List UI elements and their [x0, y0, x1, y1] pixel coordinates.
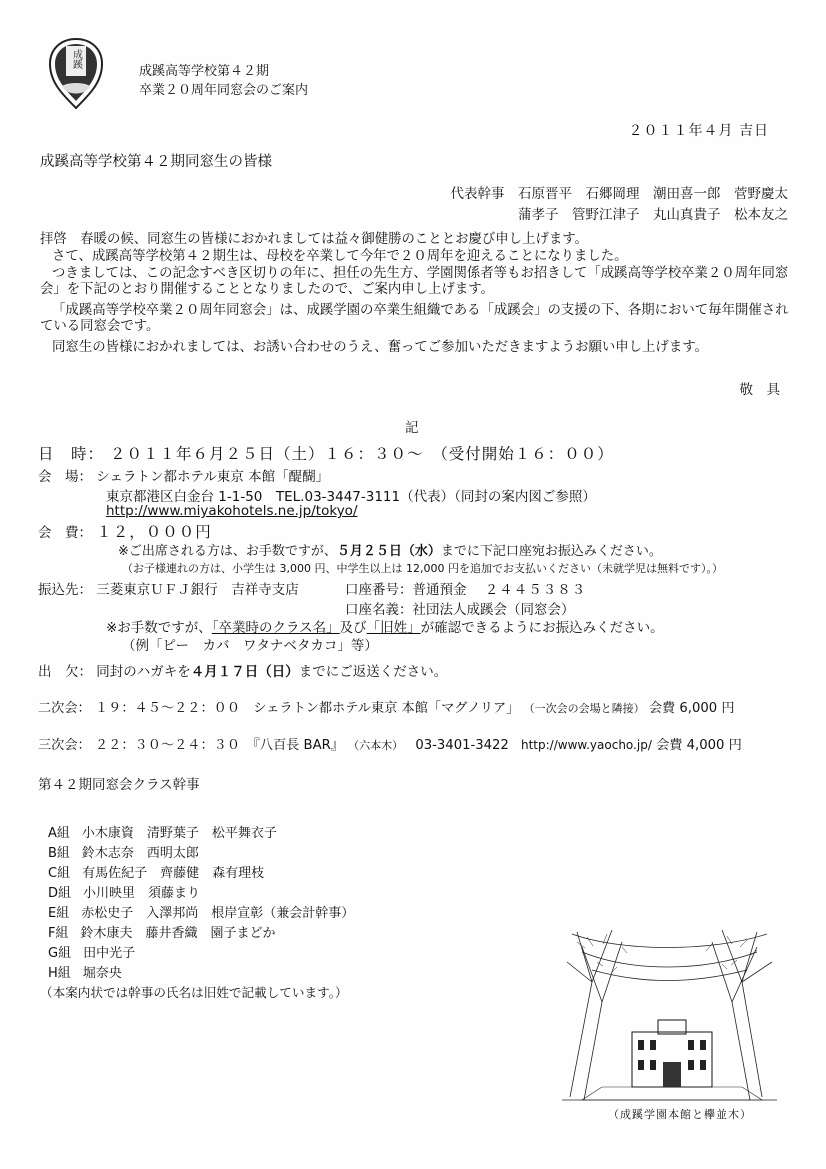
header-title-line: 卒業２０周年同窓会のご案内 [139, 83, 309, 98]
second-fee: 会費 6,000 円 [648, 701, 735, 716]
roster-class: C組 [48, 866, 71, 881]
rsvp-deadline: ４月１７日（日） [190, 664, 299, 680]
bank-note-maiden: 「旧姓」 [366, 620, 421, 636]
third-phone: 03-3401-3422 [415, 738, 509, 753]
body-paragraph-5: 同窓生の皆様におかれましては、お誘い合わせのうえ、奮ってご参加いただきますようお願い申し上げます。 [52, 340, 708, 355]
seal-text: 成蹊 [70, 49, 82, 69]
rsvp-a: 同封のハガキを [96, 664, 191, 680]
fee-label: 会 費： [38, 525, 92, 541]
fee-note-1 [118, 540, 662, 559]
body-paragraph-4: 「成蹊高等学校卒業２０周年同窓会」は、成蹊学園の卒業生組織である「成蹊会」の支援の下、各期において毎年開催されている同窓会です。 [40, 303, 789, 335]
bank-note-class: 「卒業時のクラス名」 [211, 620, 340, 636]
roster-class: G組 [48, 946, 72, 961]
roster-row [48, 942, 147, 961]
bank-name: 三菱東京ＵＦＪ銀行 吉祥寺支店 [96, 582, 299, 598]
datetime-value: ２０１１年６月２５日（土）１６：３０～ （受付開始１６：００） [109, 445, 614, 463]
roster-names: 小川映里 須藤まり [83, 886, 201, 901]
roster-class: D組 [48, 886, 72, 901]
venue-value: シェラトン都ホテル東京 本館「醍醐」 [96, 469, 330, 485]
datetime-label: 日 時： [38, 445, 105, 463]
account-no-label: 口座番号：普通預金 [345, 582, 467, 598]
roster-row [48, 862, 276, 881]
roster-names: 堀奈央 [82, 966, 122, 981]
closing-keigu: 敬 具 [739, 382, 780, 398]
body-paragraph-2: さて、成蹊高等学校第４２期生は、母校を卒業して今年で２０周年を迎えることになりました。 [52, 249, 628, 264]
fee-row [38, 520, 212, 542]
fee-note-deadline: ５月２５日（水） [336, 544, 441, 559]
school-seal-logo [46, 36, 106, 112]
roster-class: H組 [48, 966, 71, 981]
second-party-row [38, 697, 735, 716]
body-paragraph-3: つきましては、この記念すべき区切りの年に、担任の先生方、学園関係者等もお招きして「成蹊高等学校卒業２０周年同窓会」を下記のとおり開催することとなりましたので、ご案内申し上げます。 [40, 266, 789, 298]
roster-class: E組 [48, 906, 70, 921]
letter-date: ２０１１年４月 吉日 [628, 123, 769, 139]
roster-row [48, 962, 134, 981]
illustration-caption: （成蹊学園本館と欅並木） [608, 1108, 752, 1121]
venue-row [38, 465, 329, 485]
organizers-line2: 蒲孝子 管野江津子 丸山真貴子 松本友之 [518, 207, 788, 223]
header-school-line: 成蹊高等学校第４２期 [139, 64, 270, 79]
addressee: 成蹊高等学校第４２期同窓生の皆様 [40, 154, 272, 170]
roster-class: F組 [48, 926, 69, 941]
fee-value: １２，０００円 [96, 523, 212, 541]
third-url[interactable]: http://www.yaocho.jp/ [521, 738, 652, 752]
bank-row [38, 578, 299, 598]
rsvp-row [38, 660, 447, 680]
roster-row [48, 922, 288, 941]
bank-example: （例「ピー カバ ワタナベタカコ」等） [122, 638, 378, 654]
roster-class: B組 [48, 846, 70, 861]
fee-note-2: （お子様連れの方は、小学生は 3,000 円、中学生以上は 12,000 円を追加でお支払いください（未就学児は無料です）。） [122, 562, 723, 575]
roster-title: 第４２期同窓会クラス幹事 [38, 777, 200, 793]
roster-names: 小木康資 清野葉子 松平舞衣子 [81, 826, 277, 841]
third-label: 三次会： [38, 738, 91, 753]
roster-row [48, 842, 211, 861]
bank-note-e: が確認できるようにお振込みください。 [420, 620, 664, 636]
second-note: （一次会の会場と隣接） [523, 702, 645, 715]
roster-row [48, 902, 366, 921]
account-name: 口座名義：社団法人成蹊会（同窓会） [345, 602, 575, 618]
roster-class: A組 [48, 826, 70, 841]
bank-note-a: ※お手数ですが、 [106, 620, 212, 636]
third-value: ２２：３０～２４：３０ 『八百長 BAR』 [94, 738, 344, 753]
venue-url-link[interactable]: http://www.miyakohotels.ne.jp/tokyo/ [106, 503, 358, 519]
rsvp-c: までにご返送ください。 [298, 664, 448, 680]
third-fee: 会費 4,000 円 [656, 738, 742, 753]
body-paragraph-1: 拝啓 春暖の候、同窓生の皆様におかれましては益々御健勝のこととお慶び申し上げます。 [40, 232, 588, 247]
roster-names: 赤松史子 入澤邦尚 根岸宣彰（兼会計幹事） [81, 906, 355, 921]
roster-row [48, 882, 212, 901]
bank-note [106, 616, 664, 636]
third-party-row [38, 734, 742, 753]
bank-note-c: 及び [339, 620, 367, 636]
account-number-row [345, 578, 586, 598]
second-label: 二次会： [38, 701, 91, 716]
datetime-row [38, 442, 614, 464]
fee-note-1a: ※ご出席される方は、お手数ですが、 [118, 544, 337, 559]
roster-names: 鈴木志奈 西明太郎 [81, 846, 199, 861]
roster-names: 鈴木康夫 藤井香織 園子まどか [80, 926, 276, 941]
bank-label: 振込先： [38, 582, 92, 598]
ki-heading: 記 [405, 420, 419, 436]
organizers-line1: 代表幹事 石原晋平 石郷岡理 潮田喜一郎 菅野慶太 [450, 186, 788, 202]
campus-sketch-illustration [562, 922, 777, 1102]
roster-names: 田中光子 [83, 946, 136, 961]
venue-label: 会 場： [38, 469, 92, 485]
venue-address: 東京都港区白金台 1-1-50 TEL.03-3447-3111（代表）（同封の案内図ご参照） [106, 489, 596, 505]
second-value: １９：４５～２２：００ シェラトン都ホテル東京 本館「マグノリア」 [94, 701, 520, 716]
fee-note-1c: までに下記口座宛お振込みください。 [440, 544, 662, 559]
rsvp-label: 出 欠： [38, 664, 92, 680]
roster-note: （本案内状では幹事の氏名は旧姓で記載しています。） [40, 985, 348, 1000]
third-note: （六本木） [348, 739, 404, 752]
account-no: ２４４５３８３ [484, 582, 587, 598]
roster-names: 有馬佐紀子 齊藤健 森有理枝 [82, 866, 265, 881]
roster-row [48, 822, 289, 841]
